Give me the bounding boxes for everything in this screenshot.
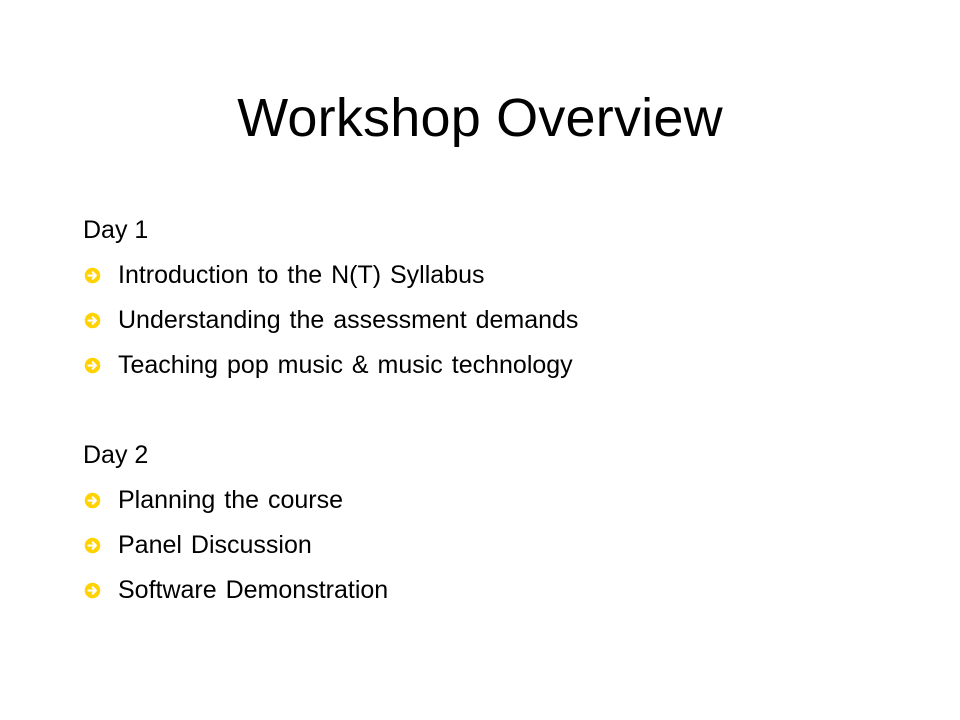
bullet-text: Introduction to the N(T) Syllabus — [118, 261, 485, 289]
arrow-circle-right-icon — [84, 357, 101, 374]
arrow-circle-right-icon — [84, 312, 101, 329]
bullet-text: Planning the course — [118, 486, 343, 514]
arrow-circle-right-icon — [84, 492, 101, 509]
list-item — [83, 253, 883, 298]
day-heading: Day 1 — [83, 216, 149, 244]
bullet-text: Panel Discussion — [118, 531, 312, 559]
day-2-section — [83, 433, 883, 613]
bullet-text: Understanding the assessment demands — [118, 306, 579, 334]
arrow-circle-right-icon — [84, 537, 101, 554]
list-item — [83, 523, 883, 568]
bullet-list — [83, 253, 883, 388]
arrow-circle-right-icon — [84, 267, 101, 284]
bullet-list — [83, 478, 883, 613]
list-item — [83, 343, 883, 388]
slide-title: Workshop Overview — [237, 88, 723, 148]
arrow-circle-right-icon — [84, 582, 101, 599]
list-item — [83, 568, 883, 613]
day-1-section — [83, 208, 883, 388]
list-item — [83, 478, 883, 523]
bullet-text: Teaching pop music & music technology — [118, 351, 573, 379]
list-item — [83, 298, 883, 343]
bullet-text: Software Demonstration — [118, 576, 389, 604]
day-heading: Day 2 — [83, 441, 149, 469]
